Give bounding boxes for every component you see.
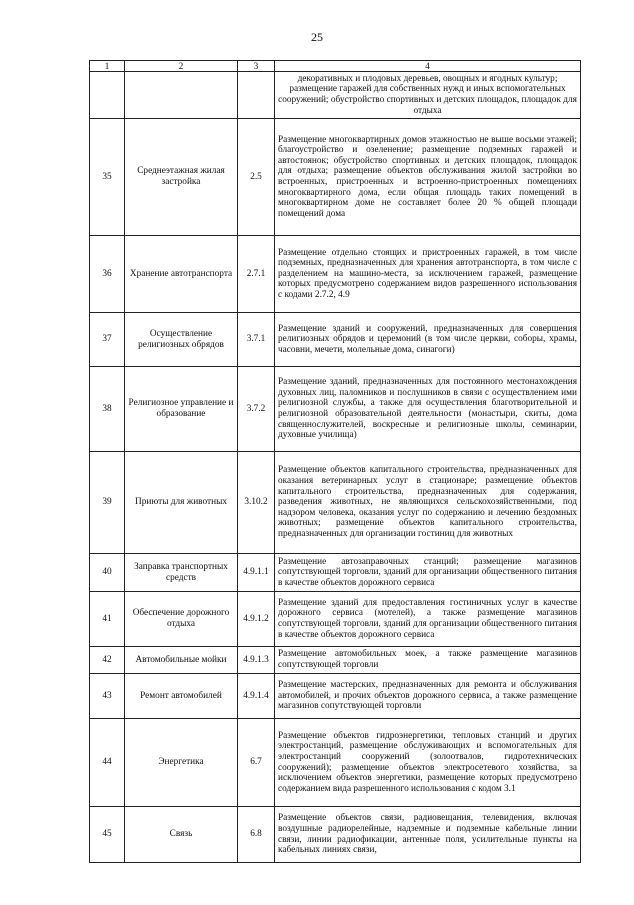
continuation-row: [90, 72, 581, 119]
row-number: 36: [90, 236, 125, 313]
use-code: 4.9.1.3: [238, 647, 275, 674]
use-name: Осуществление религиозных обрядов: [125, 313, 238, 367]
page-number: 25: [311, 30, 323, 44]
table-row: [90, 674, 581, 719]
use-name: Приюты для животных: [125, 452, 238, 554]
use-description: Размещение объектов гидроэнергетики, тепловых станций и других электростанций, размещение обслуживающих и вспомогательных для электростанций сооружений (золоотвалов, гидротехнических сооружений); размещение объектов электросетевого хозяйства, за исключением объектов энергетики, размещение которых предусмотрено содержанием вида разрешенного использования с кодом 3.1: [275, 719, 581, 807]
row-number: 39: [90, 452, 125, 554]
table-row: [90, 647, 581, 674]
header-col-3: 3: [238, 61, 275, 72]
header-col-1: 1: [90, 61, 125, 72]
use-description: Размещение зданий для предоставления гостиничных услуг в качестве дорожного сервиса (мотелей), а также размещение магазинов сопутствующей торговли, зданий для организации общественного питания в качестве объектов дорожного сервиса: [275, 592, 581, 647]
row-number: 45: [90, 807, 125, 863]
use-description: Размещение мастерских, предназначенных для ремонта и обслуживания автомобилей, и прочих объектов дорожного сервиса, а также размещение магазинов сопутствующей торговли: [275, 674, 581, 719]
use-description: Размещение автомобильных моек, а также размещение магазинов сопутствующей торговли: [275, 647, 581, 674]
row-number: 40: [90, 554, 125, 592]
use-code: 4.9.1.2: [238, 592, 275, 647]
use-code: 3.7.2: [238, 367, 275, 452]
row-number: 43: [90, 674, 125, 719]
use-code: 3.10.2: [238, 452, 275, 554]
table-row: [90, 367, 581, 452]
use-name: Среднеэтажная жилая застройка: [125, 119, 238, 236]
row-number: 37: [90, 313, 125, 367]
use-code: [238, 72, 275, 119]
use-description: Размещение зданий и сооружений, предназначенных для совершения религиозных обрядов и церемоний (в том числе церкви, соборы, храмы, часовни, мечети, молельные дома, синагоги): [275, 313, 581, 367]
header-col-4: 4: [275, 61, 581, 72]
row-number: 42: [90, 647, 125, 674]
table-row: [90, 554, 581, 592]
use-description: Размещение зданий, предназначенных для постоянного местонахождения духовных лиц, паломников и послушников в связи с осуществлением ими религиозной службы, а также для осуществления благотворительной и религиозной образовательной деятельности (монастыри, скиты, дома священнослужителей, воскресные и религиозные школы, семинарии, духовные училища): [275, 367, 581, 452]
table-row: [90, 719, 581, 807]
use-code: 4.9.1.4: [238, 674, 275, 719]
table-row: [90, 592, 581, 647]
land-use-table: [89, 60, 581, 863]
use-description: Размещение объектов связи, радиовещания, телевидения, включая воздушные радиорелейные, надземные и подземные кабельные линии связи, линии радиофикации, антенные поля, усилительные пункты на кабельных линиях связи,: [275, 807, 581, 863]
row-number: [90, 72, 125, 119]
use-name: Связь: [125, 807, 238, 863]
use-code: 4.9.1.1: [238, 554, 275, 592]
use-name: [125, 72, 238, 119]
use-code: 2.7.1: [238, 236, 275, 313]
use-code: 6.8: [238, 807, 275, 863]
table-row: [90, 452, 581, 554]
use-code: 2.5: [238, 119, 275, 236]
table-row: [90, 807, 581, 863]
use-name: Заправка транспортных средств: [125, 554, 238, 592]
use-name: Обеспечение дорожного отдыха: [125, 592, 238, 647]
use-name: Хранение автотранспорта: [125, 236, 238, 313]
use-name: Ремонт автомобилей: [125, 674, 238, 719]
table-row: [90, 313, 581, 367]
use-description: Размещение автозаправочных станций; размещение магазинов сопутствующей торговли, зданий для организации общественного питания в качестве объектов дорожного сервиса: [275, 554, 581, 592]
use-code: 6.7: [238, 719, 275, 807]
use-name: Автомобильные мойки: [125, 647, 238, 674]
row-number: 38: [90, 367, 125, 452]
use-code: 3.7.1: [238, 313, 275, 367]
row-number: 35: [90, 119, 125, 236]
use-description: декоративных и плодовых деревьев, овощных и ягодных культур; размещение гаражей для собственных нужд и иных вспомогательных сооружений; обустройство спортивных и детских площадок, площадок для отдыха: [275, 72, 581, 119]
table-row: [90, 119, 581, 236]
use-description: Размещение многоквартирных домов этажностью не выше восьми этажей; благоустройство и озеленение; размещение подземных гаражей и автостоянок; обустройство спортивных и детских площадок, площадок для отдыха; размещение объектов обслуживания жилой застройки во встроенных, пристроенных и встроенно-пристроенных помещениях многоквартирного дома, если общая площадь таких помещений в многоквартирном доме не составляет более 20 % общей площади помещений дома: [275, 119, 581, 236]
row-number: 41: [90, 592, 125, 647]
use-name: Энергетика: [125, 719, 238, 807]
row-number: 44: [90, 719, 125, 807]
use-name: Религиозное управление и образование: [125, 367, 238, 452]
use-description: Размещение объектов капитального строительства, предназначенных для оказания ветеринарных услуг в стационаре; размещение объектов капитального строительства, предназначенных для содержания, разведения животных, не являющихся сельскохозяйственными, под надзором человека, оказания услуг по содержанию и лечению бездомных животных; размещение объектов капитального строительства, предназначенных для организации гостиниц для животных: [275, 452, 581, 554]
table-row: [90, 236, 581, 313]
header-row: [90, 61, 581, 72]
use-description: Размещение отдельно стоящих и пристроенных гаражей, в том числе подземных, предназначенных для хранения автотранспорта, в том числе с разделением на машино-места, за исключением гаражей, размещение которых предусмотрено содержанием видов разрешенного использования с кодами 2.7.2, 4.9: [275, 236, 581, 313]
header-col-2: 2: [125, 61, 238, 72]
